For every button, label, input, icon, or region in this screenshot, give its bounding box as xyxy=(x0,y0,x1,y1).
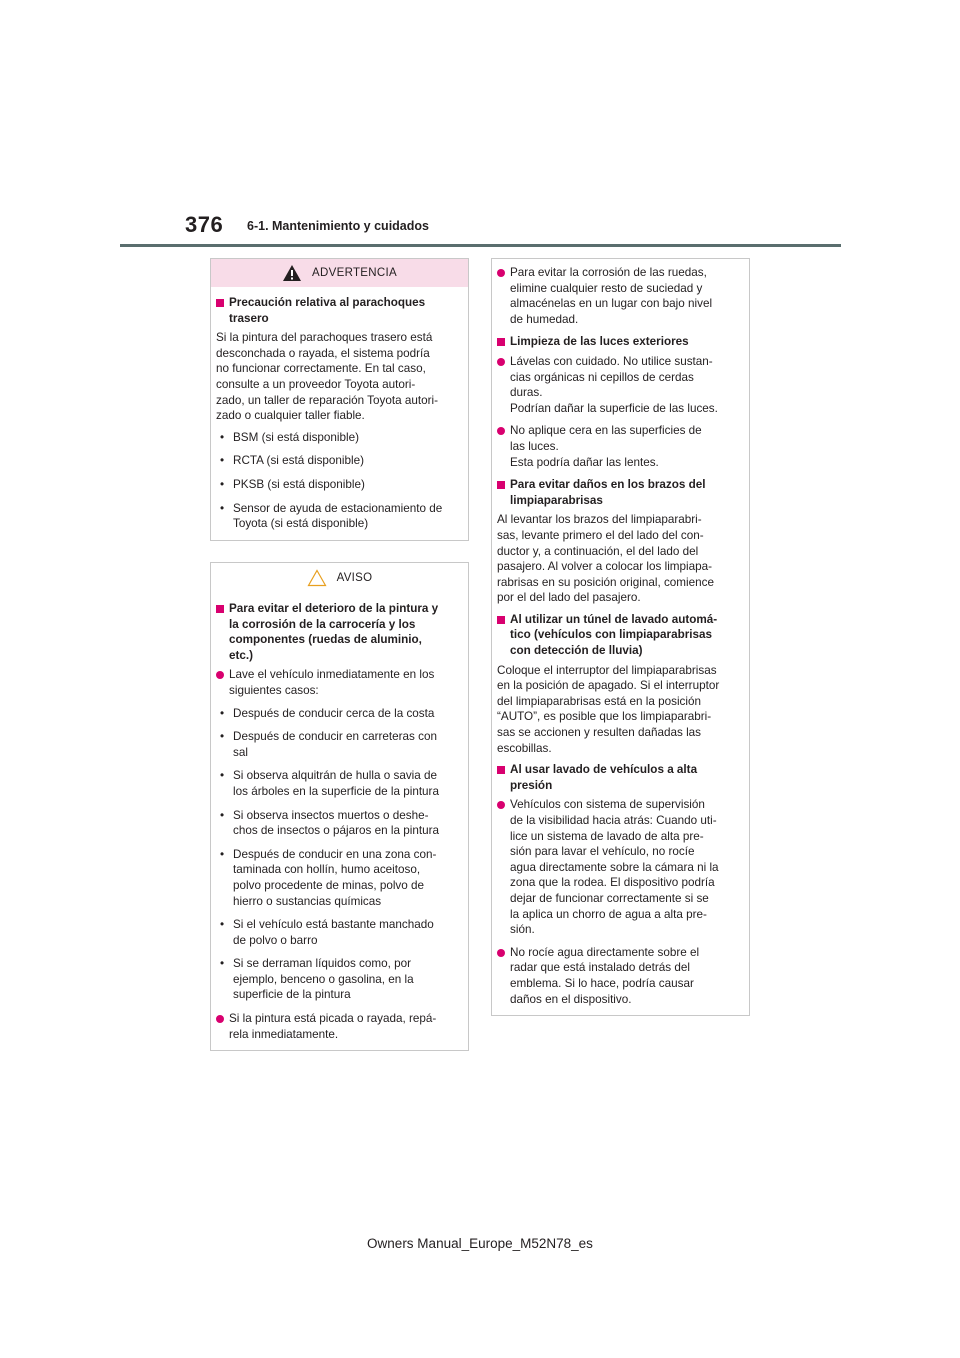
list-item: Vehículos con sistema de supervisión de la visibilidad hacia atrás: Cuando uti- lice un sistema de lavado de alta pre- sión para lavar el vehículo, no rocíe agua directamente sobre la cámara ni la zona que la rodea. El dispositivo podría dejar de funcionar correctamente si se la aplica un chorro de agua a alta pre- sión. xyxy=(497,797,744,937)
list-item: Para evitar la corrosión de las ruedas, elimine cualquier resto de suciedad y almacénelas en un lugar con bajo nivel de humedad. xyxy=(497,265,744,327)
list-item: • RCTA (si está disponible) xyxy=(220,454,364,468)
carwash-paragraph: Coloque el interruptor del limpiaparabrisas en la posición de apagado. Si el interruptor del limpiaparabrisas está en la posición “AUTO”, es posible que los limpiaparabri- sas se accionen y resulten dañadas las escobillas. xyxy=(497,663,720,755)
list-item: • PKSB (si está disponible) xyxy=(220,477,365,491)
high-pressure-heading: Al usar lavado de vehículos a alta presión xyxy=(497,762,744,793)
list-item: • Si se derraman líquidos como, por ejemplo, benceno o gasolina, en la superficie de la pintura xyxy=(220,957,414,1002)
warning-paragraph: Si la pintura del parachoques trasero está desconchada o rayada, el sistema podría no funcionar correctamente. En tal caso, consulte a un proveedor Toyota autori- zado, un taller de reparación Toyota autori- zado o cualquier taller fiable. xyxy=(216,331,438,423)
warning-box-title: ADVERTENCIA xyxy=(312,267,397,279)
notice-box xyxy=(210,562,469,1051)
list-item: • BSM (si está disponible) xyxy=(220,430,360,444)
warning-box-header xyxy=(211,259,468,287)
list-item: • Después de conducir en carreteras con sal xyxy=(220,730,437,759)
magenta-circle-icon xyxy=(497,801,505,809)
magenta-square-icon xyxy=(497,338,505,346)
list-item: No aplique cera en las superficies de las luces. Esta podría dañar las lentes. xyxy=(497,423,744,470)
header-rule xyxy=(120,244,841,247)
list-item: • Si el vehículo está bastante manchado de polvo o barro xyxy=(220,918,434,947)
warning-triangle-icon xyxy=(282,264,302,282)
list-item: Lávelas con cuidado. No utilice sustan- cias orgánicas ni cepillos de cerdas duras. Podrían dañar la superficie de las luces. xyxy=(497,354,744,416)
page-number: 376 xyxy=(185,212,224,237)
magenta-circle-icon xyxy=(497,269,505,277)
list-item: • Si observa alquitrán de hulla o savia de los árboles en la superficie de la pintura xyxy=(220,769,439,798)
magenta-circle-icon xyxy=(497,358,505,366)
warning-box xyxy=(210,258,469,541)
magenta-circle-icon xyxy=(497,427,505,435)
section-title: 6-1. Mantenimiento y cuidados xyxy=(247,219,429,233)
magenta-square-icon xyxy=(497,616,505,624)
wipers-paragraph: Al levantar los brazos del limpiaparabri- sas, levante primero el del lado del con- ductor y, a continuación, el del lado del pasajero. Al volver a colocar los limpiapa- rabrisas en su posición original, comience por el del lado del pasajero. xyxy=(497,513,714,605)
list-item: Lave el vehículo inmediatamente en los siguientes casos: xyxy=(216,667,463,698)
list-item: • Si observa insectos muertos o deshe- chos de insectos o pájaros en la pintura xyxy=(220,808,439,838)
magenta-square-icon xyxy=(497,481,505,489)
footer-text: Owners Manual_Europe_M52N78_es xyxy=(367,1236,593,1251)
notice-box-header xyxy=(211,563,468,593)
warning-heading: Precaución relativa al parachoques trasero xyxy=(216,295,463,326)
continued-notice-box xyxy=(491,258,750,1016)
magenta-circle-icon xyxy=(497,949,505,957)
list-item: • Después de conducir cerca de la costa xyxy=(220,706,435,720)
magenta-square-icon xyxy=(216,605,224,613)
lights-heading: Limpieza de las luces exteriores xyxy=(497,334,744,350)
list-item: No rocíe agua directamente sobre el radar que está instalado detrás del emblema. Si lo hace, podría causar daños en el dispositivo. xyxy=(497,945,744,1007)
notice-heading: Para evitar el deterioro de la pintura y la corrosión de la carrocería y los componentes (ruedas de aluminio, etc.) xyxy=(216,601,463,663)
wipers-heading: Para evitar daños en los brazos del limpiaparabrisas xyxy=(497,477,744,508)
list-item: • Después de conducir en una zona con- taminada con hollín, humo aceitoso, polvo procedente de minas, polvo de hierro o sustancias químicas xyxy=(220,847,437,908)
magenta-square-icon xyxy=(216,299,224,307)
notice-box-title: AVISO xyxy=(336,572,373,584)
carwash-heading: Al utilizar un túnel de lavado automá- tico (vehículos con limpiaparabrisas con detección de lluvia) xyxy=(497,612,744,659)
caution-triangle-outline-icon xyxy=(307,569,327,587)
magenta-circle-icon xyxy=(216,1015,224,1023)
list-item: • Sensor de ayuda de estacionamiento de Toyota (si está disponible) xyxy=(220,501,443,531)
magenta-square-icon xyxy=(497,766,505,774)
magenta-circle-icon xyxy=(216,671,224,679)
list-item: Si la pintura está picada o rayada, repá- rela inmediatamente. xyxy=(216,1011,463,1042)
